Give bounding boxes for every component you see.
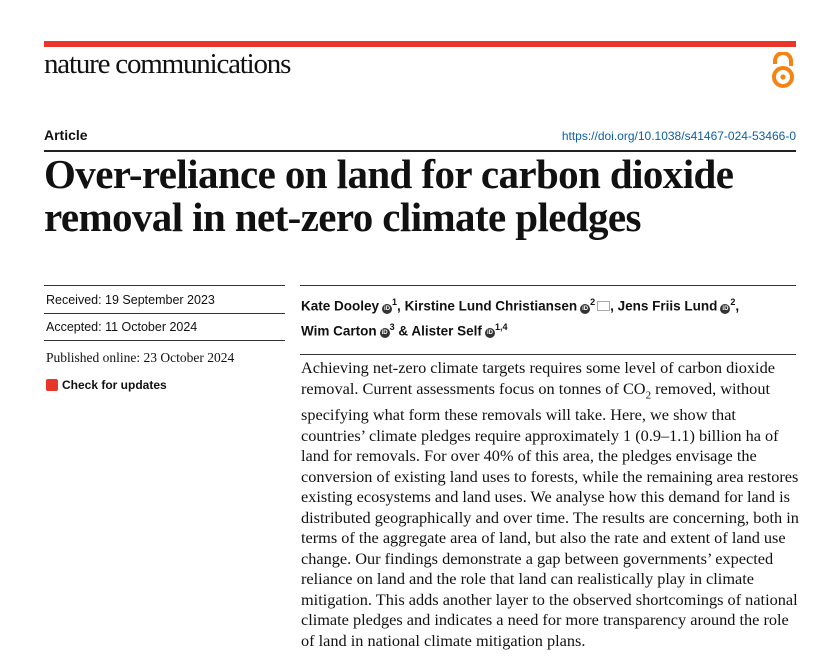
orcid-icon[interactable]: iD (381, 330, 388, 336)
divider (300, 285, 796, 286)
check-updates-button[interactable] (46, 378, 167, 392)
orcid-icon[interactable]: iD (384, 305, 391, 312)
divider (44, 313, 285, 314)
author[interactable]: Kate Dooley (301, 298, 380, 314)
affiliation: 1,4 (494, 321, 508, 332)
divider (44, 285, 285, 286)
affiliation: 2 (590, 297, 596, 307)
orcid-icon[interactable]: iD (486, 330, 493, 336)
header-accent-bar (44, 41, 796, 47)
article-type: Article (44, 127, 88, 143)
journal-logo[interactable]: nature communications (44, 48, 291, 80)
received-date: Received: 19 September 2023 (46, 293, 215, 307)
divider (300, 354, 796, 355)
author[interactable]: Wim Carton (301, 323, 377, 338)
author[interactable]: Kirstine Lund Christiansen (404, 298, 578, 314)
author[interactable]: Jens Friis Lund (617, 298, 718, 314)
doi-link[interactable]: https://doi.org/10.1038/s41467-024-53466-0 (561, 129, 796, 143)
open-access-icon (770, 52, 796, 88)
affiliation: 1 (392, 297, 398, 307)
accepted-date: Accepted: 11 October 2024 (46, 320, 198, 334)
orcid-icon[interactable]: iD (582, 305, 589, 312)
divider (44, 340, 285, 341)
affiliation: 2 (730, 297, 736, 307)
check-updates-icon (46, 379, 58, 391)
check-updates-label: Check for updates (62, 378, 167, 392)
author[interactable]: Alister Self (411, 323, 482, 338)
email-icon[interactable] (597, 301, 610, 311)
published-date: Published online: 23 October 2024 (46, 350, 235, 365)
abstract: Achieving net-zero climate targets requires some level of carbon dioxide removal. Current assessments focus on tonnes of $CO_2$ removed, without specifying what form these removals will take. Here, we show that countries’ climate pledges require approximately 1 (0.9–1.1) billion ha of land for removals. For over 40% of this area, the pledges envisage the conversion of existing land uses to forests, while the remaining area restores existing ecosystems and land uses. We analyse how this demand for land is distributed geographically and over time. The results are concerning, both in terms of the aggregate area of land, but also the rate and extent of land use change. Our findings demonstrate a gap between governments’ expected reliance on land and the role that land can realistically play in climate mitigation. This adds another layer to the observed shortcomings of national climate pledges and indicates a need for more transparency around the role of land in national climate mitigation plans. (301, 358, 799, 650)
orcid-icon[interactable]: iD (722, 305, 729, 312)
article-title: Over-reliance on land for carbon dioxide removal in net-zero climate pledges (44, 151, 734, 240)
author-list: Kate Dooley $iD^1$, Kirstine Lund Christiansen $iD^2$ , Jens Friis Lund $iD^2$, Wim Carton $iD^3$ & Alister Self iD$^{1,4}$ (301, 297, 740, 338)
affiliation: 3 (389, 321, 395, 332)
